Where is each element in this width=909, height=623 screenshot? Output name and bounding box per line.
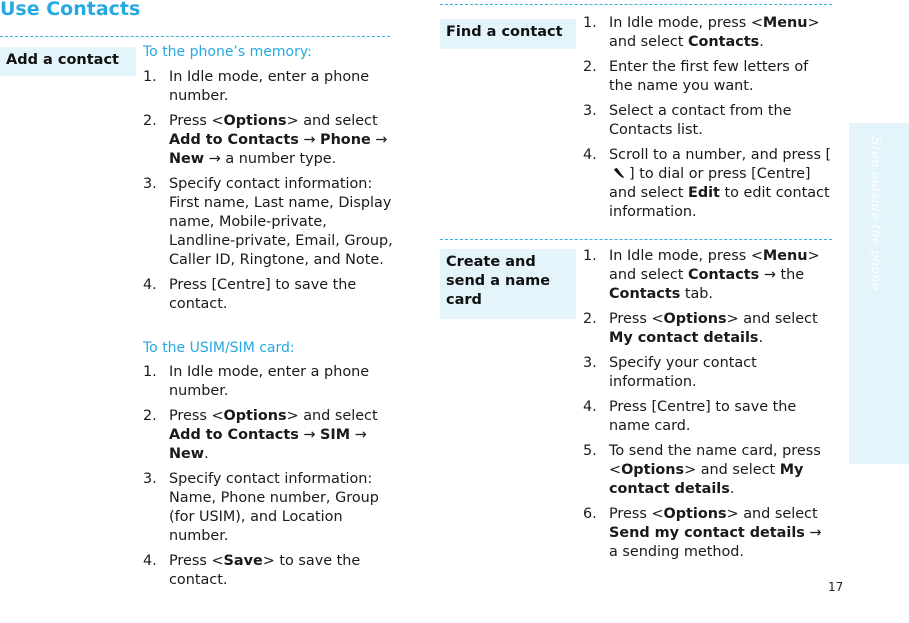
step-number: 3. <box>143 176 157 192</box>
phone-memory-heading: To the phone’s memory: <box>143 44 312 60</box>
step-item: 4. Press [Centre] to save the contact. <box>143 277 357 312</box>
page-title: Use Contacts <box>0 0 141 20</box>
step-item: 4. Press [Centre] to save the name card. <box>583 399 797 434</box>
step-item: 2. Press <Options> and select Add to Contacts → SIM → New. <box>143 408 378 462</box>
section-label-find-contact: Find a contact <box>440 19 576 49</box>
find-steps-list <box>583 14 833 228</box>
step-item: 6. Press <Options> and select Send my contact details → a sending method. <box>583 506 822 560</box>
step-number: 2. <box>583 59 597 75</box>
step-number: 4. <box>143 553 157 569</box>
step-item: 1. In Idle mode, press <Menu> and select Contacts → the Contacts tab. <box>583 248 820 302</box>
step-item: 4. Press <Save> to save the contact. <box>143 553 361 588</box>
step-item: 5. To send the name card, press <Options> and select My contact details. <box>583 443 821 497</box>
step-number: 2. <box>143 113 157 129</box>
step-number: 2. <box>143 408 157 424</box>
step-item: 3. Specify contact information: First name, Last name, Display name, Mobile-private, Landline-private, Email, Group, Caller ID, Ringtone, and Note. <box>143 176 393 268</box>
step-number: 4. <box>143 277 157 293</box>
step-item: 2. Press <Options> and select Add to Contacts → Phone → New → a number type. <box>143 113 388 167</box>
step-item: 4. Scroll to a number, and press [] to dial or press [Centre] and select Edit to edit contact information. <box>583 147 832 220</box>
step-number: 6. <box>583 506 597 522</box>
step-item: 3. Select a contact from the Contacts list. <box>583 103 792 138</box>
sim-card-heading: To the USIM/SIM card: <box>143 340 295 356</box>
step-number: 3. <box>583 103 597 119</box>
step-item: 2. Enter the first few letters of the name you want. <box>583 59 809 94</box>
step-item: 3. Specify contact information: Name, Phone number, Group (for USIM), and Location number. <box>143 471 379 544</box>
name-card-steps-list <box>583 247 833 568</box>
step-item: 1. In Idle mode, enter a phone number. <box>143 69 370 104</box>
step-number: 1. <box>583 248 597 264</box>
step-item: 3. Specify your contact information. <box>583 355 757 390</box>
step-item: 2. Press <Options> and select My contact details. <box>583 311 818 346</box>
step-item: 1. In Idle mode, press <Menu> and select Contacts. <box>583 15 820 50</box>
step-number: 1. <box>143 69 157 85</box>
step-number: 4. <box>583 399 597 415</box>
step-item: 1. In Idle mode, enter a phone number. <box>143 364 370 399</box>
sim-steps-list <box>143 363 393 596</box>
side-tab-text: Step outside the phone <box>869 137 884 291</box>
section-label-name-card: Create and send a name card <box>440 249 576 319</box>
step-number: 1. <box>583 15 597 31</box>
step-number: 1. <box>143 364 157 380</box>
section-label-add-contact: Add a contact <box>0 47 136 76</box>
section-divider <box>440 239 832 240</box>
step-number: 3. <box>143 471 157 487</box>
side-chapter-tab <box>849 123 909 464</box>
section-divider <box>440 4 832 5</box>
step-number: 4. <box>583 147 597 163</box>
section-divider <box>0 36 390 37</box>
dial-key-icon <box>612 167 626 179</box>
step-number: 2. <box>583 311 597 327</box>
phone-steps-list <box>143 68 393 320</box>
page-number: 17 <box>828 580 844 594</box>
step-number: 5. <box>583 443 597 459</box>
step-number: 3. <box>583 355 597 371</box>
